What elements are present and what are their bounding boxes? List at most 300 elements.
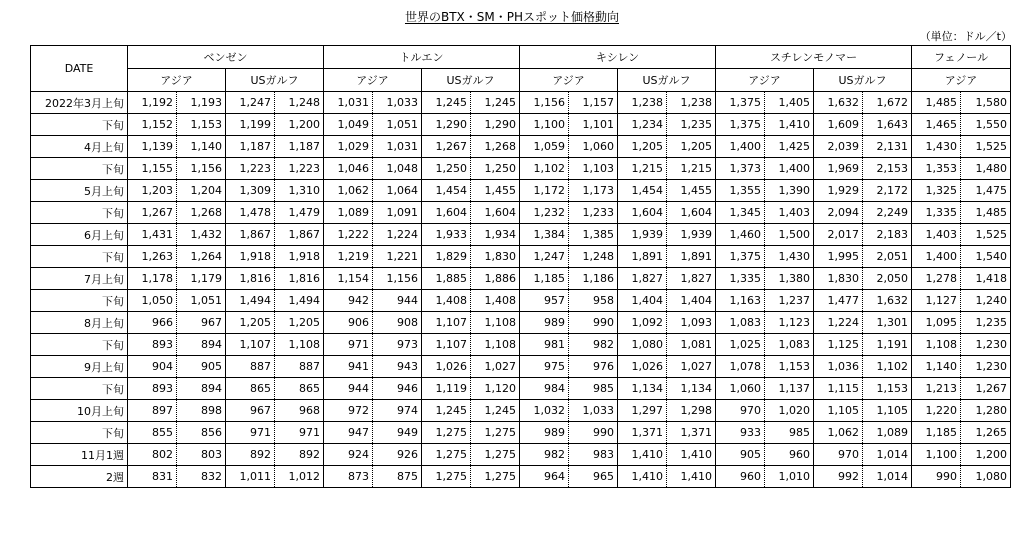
price-low-cell: 1,335 [912,202,961,224]
price-high-cell: 1,380 [765,268,814,290]
price-low-cell: 1,049 [324,114,373,136]
price-high-cell: 832 [177,466,226,488]
price-high-cell: 1,268 [177,202,226,224]
price-low-cell: 1,107 [422,334,471,356]
price-low-cell: 1,929 [814,180,863,202]
price-low-cell: 1,454 [618,180,667,202]
price-low-cell: 1,384 [520,224,569,246]
price-high-cell: 1,108 [275,334,324,356]
price-low-cell: 1,115 [814,378,863,400]
price-low-cell: 1,100 [912,444,961,466]
price-high-cell: 985 [569,378,618,400]
region-header: アジア [716,69,814,92]
region-header-row [31,69,1011,92]
price-low-cell: 1,029 [324,136,373,158]
price-high-cell: 908 [373,312,422,334]
price-low-cell: 1,891 [618,246,667,268]
price-high-cell: 943 [373,356,422,378]
price-high-cell: 1,108 [471,334,520,356]
row-date: 6月上旬 [31,224,128,246]
price-high-cell: 1,083 [765,334,814,356]
price-high-cell: 985 [765,422,814,444]
price-high-cell: 1,455 [471,180,520,202]
price-high-cell: 1,886 [471,268,520,290]
price-high-cell: 865 [275,378,324,400]
price-low-cell: 1,465 [912,114,961,136]
price-low-cell: 1,185 [912,422,961,444]
price-high-cell: 946 [373,378,422,400]
price-low-cell: 1,816 [226,268,275,290]
price-low-cell: 1,408 [422,290,471,312]
table-row [31,290,1011,312]
price-high-cell: 1,298 [667,400,716,422]
price-low-cell: 1,234 [618,114,667,136]
price-high-cell: 2,050 [863,268,912,290]
price-low-cell: 1,163 [716,290,765,312]
price-low-cell: 1,220 [912,400,961,422]
price-low-cell: 924 [324,444,373,466]
price-low-cell: 1,371 [618,422,667,444]
price-low-cell: 941 [324,356,373,378]
price-high-cell: 1,204 [177,180,226,202]
price-high-cell: 967 [177,312,226,334]
price-high-cell: 1,275 [471,444,520,466]
price-high-cell: 1,033 [373,92,422,114]
table-row [31,114,1011,136]
price-low-cell: 1,400 [912,246,961,268]
price-high-cell: 1,525 [961,136,1011,158]
price-high-cell: 1,827 [667,268,716,290]
row-date: 2週 [31,466,128,488]
price-high-cell: 1,156 [373,268,422,290]
price-low-cell: 1,192 [128,92,177,114]
price-high-cell: 1,480 [961,158,1011,180]
price-high-cell: 1,405 [765,92,814,114]
price-high-cell: 1,205 [667,136,716,158]
price-low-cell: 1,213 [912,378,961,400]
product-header-styrene-monomer: スチレンモノマー [716,46,912,69]
price-high-cell: 973 [373,334,422,356]
price-low-cell: 992 [814,466,863,488]
row-date: 下旬 [31,422,128,444]
price-low-cell: 1,939 [618,224,667,246]
price-low-cell: 1,107 [226,334,275,356]
price-low-cell: 1,410 [618,466,667,488]
price-low-cell: 1,215 [618,158,667,180]
price-low-cell: 1,403 [912,224,961,246]
price-low-cell: 1,247 [226,92,275,114]
price-high-cell: 1,010 [765,466,814,488]
price-high-cell: 1,475 [961,180,1011,202]
price-low-cell: 1,410 [618,444,667,466]
price-high-cell: 1,089 [863,422,912,444]
price-low-cell: 1,224 [814,312,863,334]
price-low-cell: 2,094 [814,202,863,224]
price-high-cell: 1,455 [667,180,716,202]
price-low-cell: 1,092 [618,312,667,334]
price-high-cell: 1,580 [961,92,1011,114]
price-low-cell: 970 [814,444,863,466]
price-high-cell: 1,934 [471,224,520,246]
price-high-cell: 1,410 [667,466,716,488]
price-high-cell: 990 [569,422,618,444]
price-high-cell: 1,479 [275,202,324,224]
price-low-cell: 1,026 [618,356,667,378]
price-low-cell: 1,108 [912,334,961,356]
price-high-cell: 1,385 [569,224,618,246]
price-low-cell: 1,089 [324,202,373,224]
price-high-cell: 1,081 [667,334,716,356]
price-low-cell: 1,355 [716,180,765,202]
price-low-cell: 905 [716,444,765,466]
price-high-cell: 1,014 [863,444,912,466]
table-row [31,246,1011,268]
price-low-cell: 1,154 [324,268,373,290]
price-high-cell: 1,237 [765,290,814,312]
price-high-cell: 1,540 [961,246,1011,268]
price-high-cell: 1,604 [471,202,520,224]
price-low-cell: 1,375 [716,114,765,136]
price-low-cell: 1,083 [716,312,765,334]
price-low-cell: 1,247 [520,246,569,268]
price-low-cell: 971 [226,422,275,444]
price-low-cell: 1,100 [520,114,569,136]
price-low-cell: 947 [324,422,373,444]
row-date: 10月上旬 [31,400,128,422]
price-low-cell: 892 [226,444,275,466]
price-low-cell: 873 [324,466,373,488]
price-high-cell: 949 [373,422,422,444]
price-high-cell: 1,033 [569,400,618,422]
price-high-cell: 905 [177,356,226,378]
price-low-cell: 887 [226,356,275,378]
price-high-cell: 1,103 [569,158,618,180]
price-low-cell: 1,345 [716,202,765,224]
price-low-cell: 1,267 [422,136,471,158]
price-low-cell: 1,477 [814,290,863,312]
row-date: 8月上旬 [31,312,128,334]
price-high-cell: 1,371 [667,422,716,444]
price-high-cell: 1,230 [961,334,1011,356]
price-low-cell: 1,275 [422,444,471,466]
price-high-cell: 1,301 [863,312,912,334]
price-high-cell: 1,153 [177,114,226,136]
price-high-cell: 1,060 [569,136,618,158]
price-high-cell: 1,404 [667,290,716,312]
price-high-cell: 892 [275,444,324,466]
price-high-cell: 1,051 [177,290,226,312]
price-high-cell: 1,101 [569,114,618,136]
price-low-cell: 1,107 [422,312,471,334]
price-low-cell: 1,032 [520,400,569,422]
price-low-cell: 1,275 [422,422,471,444]
price-high-cell: 971 [275,422,324,444]
price-high-cell: 1,224 [373,224,422,246]
product-header-phenol: フェノール [912,46,1011,69]
table-row [31,92,1011,114]
price-high-cell: 1,020 [765,400,814,422]
price-high-cell: 1,200 [961,444,1011,466]
table-row [31,400,1011,422]
price-high-cell: 1,290 [471,114,520,136]
region-header: アジア [520,69,618,92]
price-high-cell: 1,830 [471,246,520,268]
region-header: アジア [912,69,1011,92]
price-high-cell: 1,091 [373,202,422,224]
price-low-cell: 1,969 [814,158,863,180]
table-row [31,334,1011,356]
table-row [31,224,1011,246]
price-high-cell: 2,131 [863,136,912,158]
price-low-cell: 1,325 [912,180,961,202]
region-header: USガルフ [814,69,912,92]
price-high-cell: 1,230 [961,356,1011,378]
price-low-cell: 1,026 [422,356,471,378]
price-high-cell: 1,235 [667,114,716,136]
price-high-cell: 1,485 [961,202,1011,224]
price-high-cell: 965 [569,466,618,488]
price-high-cell: 1,179 [177,268,226,290]
price-high-cell: 1,432 [177,224,226,246]
price-low-cell: 933 [716,422,765,444]
price-high-cell: 1,191 [863,334,912,356]
region-header: アジア [324,69,422,92]
price-low-cell: 1,232 [520,202,569,224]
row-date: 9月上旬 [31,356,128,378]
price-high-cell: 1,193 [177,92,226,114]
price-low-cell: 1,155 [128,158,177,180]
price-high-cell: 1,245 [471,400,520,422]
table-row [31,136,1011,158]
table-body [31,92,1011,488]
price-high-cell: 1,403 [765,202,814,224]
price-high-cell: 2,172 [863,180,912,202]
price-high-cell: 1,137 [765,378,814,400]
price-low-cell: 1,222 [324,224,373,246]
price-low-cell: 802 [128,444,177,466]
price-high-cell: 2,249 [863,202,912,224]
price-low-cell: 2,017 [814,224,863,246]
price-high-cell: 1,105 [863,400,912,422]
price-low-cell: 1,827 [618,268,667,290]
price-high-cell: 960 [765,444,814,466]
price-low-cell: 1,199 [226,114,275,136]
price-high-cell: 1,400 [765,158,814,180]
price-high-cell: 1,238 [667,92,716,114]
price-low-cell: 1,460 [716,224,765,246]
price-low-cell: 1,290 [422,114,471,136]
price-low-cell: 1,918 [226,246,275,268]
price-high-cell: 1,310 [275,180,324,202]
price-low-cell: 1,205 [618,136,667,158]
price-high-cell: 990 [569,312,618,334]
price-high-cell: 1,918 [275,246,324,268]
price-high-cell: 2,183 [863,224,912,246]
price-low-cell: 1,078 [716,356,765,378]
price-high-cell: 1,108 [471,312,520,334]
price-high-cell: 1,031 [373,136,422,158]
price-high-cell: 1,205 [275,312,324,334]
price-high-cell: 1,200 [275,114,324,136]
price-low-cell: 1,050 [128,290,177,312]
price-low-cell: 1,263 [128,246,177,268]
price-high-cell: 1,140 [177,136,226,158]
price-low-cell: 942 [324,290,373,312]
price-low-cell: 1,025 [716,334,765,356]
price-high-cell: 1,430 [765,246,814,268]
row-date: 11月1週 [31,444,128,466]
price-low-cell: 1,046 [324,158,373,180]
price-high-cell: 1,643 [863,114,912,136]
price-high-cell: 1,240 [961,290,1011,312]
price-low-cell: 1,134 [618,378,667,400]
price-high-cell: 1,672 [863,92,912,114]
product-header-benzene: ベンゼン [128,46,324,69]
table-row [31,466,1011,488]
row-date: 下旬 [31,378,128,400]
price-low-cell: 1,156 [520,92,569,114]
price-high-cell: 1,425 [765,136,814,158]
price-high-cell: 1,250 [471,158,520,180]
price-low-cell: 1,245 [422,92,471,114]
price-high-cell: 1,408 [471,290,520,312]
price-high-cell: 1,153 [863,378,912,400]
price-low-cell: 1,335 [716,268,765,290]
price-low-cell: 1,062 [814,422,863,444]
price-low-cell: 1,250 [422,158,471,180]
price-high-cell: 1,280 [961,400,1011,422]
price-high-cell: 974 [373,400,422,422]
price-low-cell: 1,400 [716,136,765,158]
price-high-cell: 1,027 [471,356,520,378]
row-date: 4月上旬 [31,136,128,158]
price-high-cell: 1,093 [667,312,716,334]
price-low-cell: 904 [128,356,177,378]
price-high-cell: 1,632 [863,290,912,312]
price-low-cell: 1,454 [422,180,471,202]
price-high-cell: 1,268 [471,136,520,158]
price-high-cell: 1,134 [667,378,716,400]
table-row [31,422,1011,444]
region-header: USガルフ [422,69,520,92]
price-high-cell: 1,939 [667,224,716,246]
price-high-cell: 1,867 [275,224,324,246]
price-high-cell: 1,186 [569,268,618,290]
price-low-cell: 1,140 [912,356,961,378]
price-low-cell: 1,245 [422,400,471,422]
price-high-cell: 1,525 [961,224,1011,246]
price-low-cell: 1,885 [422,268,471,290]
price-low-cell: 855 [128,422,177,444]
price-high-cell: 1,500 [765,224,814,246]
row-date: 5月上旬 [31,180,128,202]
price-high-cell: 894 [177,334,226,356]
price-high-cell: 1,265 [961,422,1011,444]
price-high-cell: 1,051 [373,114,422,136]
price-low-cell: 964 [520,466,569,488]
price-low-cell: 989 [520,422,569,444]
price-low-cell: 1,375 [716,246,765,268]
price-low-cell: 1,185 [520,268,569,290]
price-low-cell: 1,238 [618,92,667,114]
price-high-cell: 1,604 [667,202,716,224]
price-high-cell: 1,816 [275,268,324,290]
price-high-cell: 1,027 [667,356,716,378]
price-low-cell: 1,102 [520,158,569,180]
price-low-cell: 1,267 [128,202,177,224]
price-high-cell: 958 [569,290,618,312]
unit-label: （単位：ドル／t） [919,30,1012,43]
price-low-cell: 975 [520,356,569,378]
row-date: 下旬 [31,202,128,224]
price-low-cell: 1,139 [128,136,177,158]
price-low-cell: 1,830 [814,268,863,290]
price-low-cell: 1,494 [226,290,275,312]
price-low-cell: 1,375 [716,92,765,114]
price-high-cell: 1,494 [275,290,324,312]
price-low-cell: 1,867 [226,224,275,246]
price-high-cell: 1,390 [765,180,814,202]
price-high-cell: 1,410 [667,444,716,466]
table-row [31,180,1011,202]
price-low-cell: 984 [520,378,569,400]
price-low-cell: 957 [520,290,569,312]
price-low-cell: 944 [324,378,373,400]
price-low-cell: 989 [520,312,569,334]
price-low-cell: 1,353 [912,158,961,180]
price-low-cell: 1,604 [422,202,471,224]
price-low-cell: 1,297 [618,400,667,422]
price-high-cell: 982 [569,334,618,356]
page-title: 世界のBTX・SM・PHスポット価格動向 [404,10,619,24]
price-high-cell: 1,064 [373,180,422,202]
price-high-cell: 1,221 [373,246,422,268]
price-high-cell: 1,153 [765,356,814,378]
price-low-cell: 1,604 [618,202,667,224]
price-low-cell: 1,404 [618,290,667,312]
price-high-cell: 2,051 [863,246,912,268]
price-low-cell: 1,309 [226,180,275,202]
price-low-cell: 1,036 [814,356,863,378]
price-low-cell: 1,373 [716,158,765,180]
price-high-cell: 1,275 [471,422,520,444]
price-low-cell: 1,632 [814,92,863,114]
table-row [31,356,1011,378]
price-high-cell: 1,123 [765,312,814,334]
price-low-cell: 981 [520,334,569,356]
price-low-cell: 893 [128,334,177,356]
price-low-cell: 2,039 [814,136,863,158]
price-low-cell: 1,060 [716,378,765,400]
region-header: アジア [128,69,226,92]
price-high-cell: 1,223 [275,158,324,180]
price-low-cell: 1,995 [814,246,863,268]
price-low-cell: 960 [716,466,765,488]
row-date: 2022年3月上旬 [31,92,128,114]
price-high-cell: 1,248 [569,246,618,268]
region-header: USガルフ [226,69,324,92]
price-low-cell: 1,119 [422,378,471,400]
price-high-cell: 898 [177,400,226,422]
price-low-cell: 967 [226,400,275,422]
price-low-cell: 906 [324,312,373,334]
table-row [31,268,1011,290]
price-high-cell: 1,235 [961,312,1011,334]
date-header: DATE [31,46,128,92]
price-high-cell: 1,157 [569,92,618,114]
price-low-cell: 1,125 [814,334,863,356]
price-high-cell: 1,248 [275,92,324,114]
